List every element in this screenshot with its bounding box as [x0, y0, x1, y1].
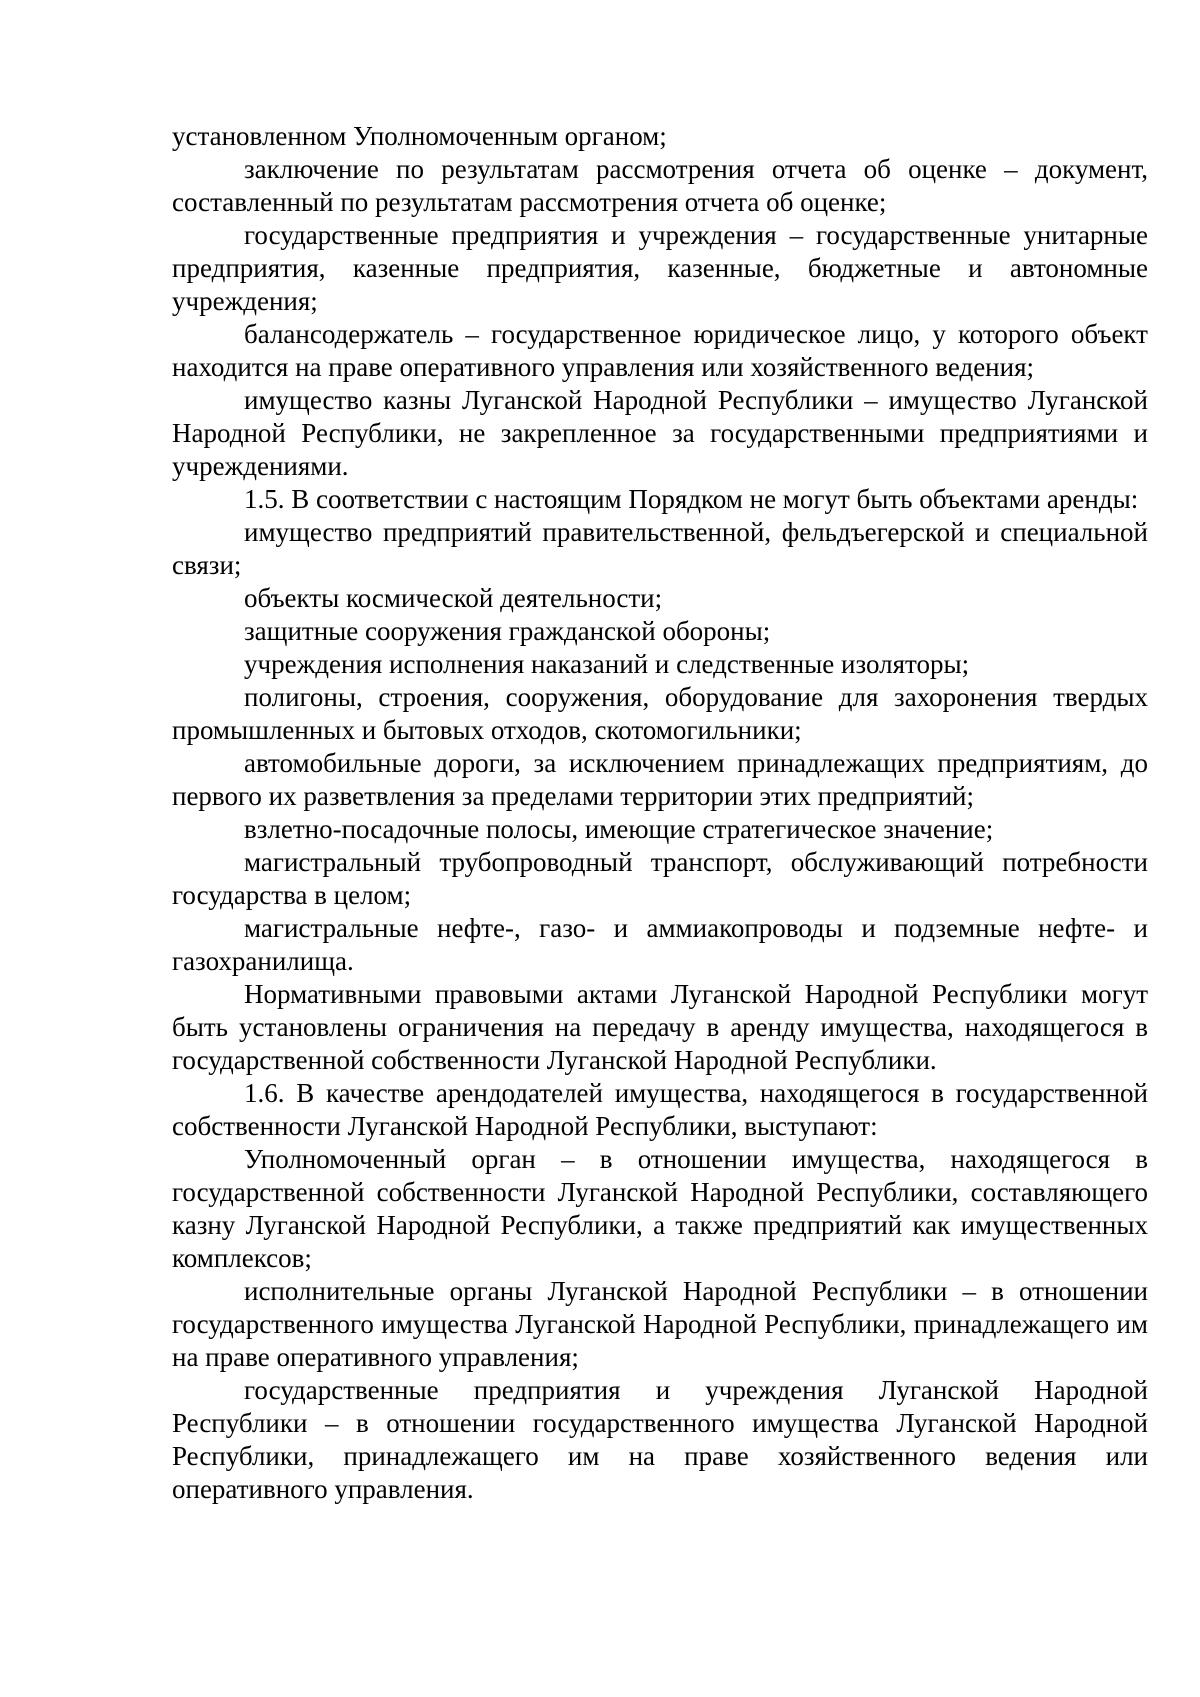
definition-treasury-property: имущество казны Луганской Народной Республики – имущество Луганской Народной Республики, не закрепленное за государственными предприятиями и учреждениями. [172, 385, 1148, 481]
list-item: магистральный трубопроводный транспорт, обслуживающий потребности государства в целом; [172, 847, 1148, 910]
restrictions-paragraph: Нормативными правовыми актами Луганской Народной Республики могут быть установлены ограничения на передачу в аренду имущества, находящегося в государственной собственности Луганской Народной Республики. [172, 979, 1148, 1075]
definition-state-enterprises: государственные предприятия и учреждения – государственные унитарные предприятия, казенные предприятия, казенные, бюджетные и автономные учреждения; [172, 220, 1148, 316]
list-item: защитные сооружения гражданской обороны; [244, 616, 771, 646]
list-item: полигоны, строения, сооружения, оборудование для захоронения твердых промышленных и бытовых отходов, скотомогильники; [172, 682, 1148, 745]
list-item: объекты космической деятельности; [244, 583, 663, 613]
list-item: исполнительные органы Луганской Народной Республики – в отношении государственного имущества Луганской Народной Республики, принадлежащего им на праве оперативного управления; [172, 1276, 1148, 1372]
list-item: учреждения исполнения наказаний и следственные изоляторы; [244, 649, 970, 679]
clause-1-5: 1.5. В соответствии с настоящим Порядком не могут быть объектами аренды: [244, 484, 1139, 514]
clause-1-6: 1.6. В качестве арендодателей имущества, находящегося в государственной собственности Луганской Народной Республики, выступают: [172, 1078, 1148, 1141]
list-item: автомобильные дороги, за исключением принадлежащих предприятиям, до первого их разветвления за пределами территории этих предприятий; [172, 748, 1148, 811]
list-item: государственные предприятия и учреждения Луганской Народной Республики – в отношении государственного имущества Луганской Народной Республики, принадлежащего им на праве хозяйственного ведения или оперативного управления. [172, 1375, 1148, 1504]
definition-otchet-conclusion: заключение по результатам рассмотрения отчета об оценке – документ, составленный по результатам рассмотрения отчета об оценке; [172, 154, 1148, 217]
list-item: Уполномоченный орган – в отношении имущества, находящегося в государственной собственности Луганской Народной Республики, составляющего казну Луганской Народной Республики, а также предприятий как имущественных комплексов; [172, 1144, 1148, 1273]
document-body [172, 120, 1148, 1506]
paragraph-continuation: установленном Уполномоченным органом; [172, 121, 667, 151]
list-item: магистральные нефте-, газо- и аммиакопроводы и подземные нефте- и газохранилища. [172, 913, 1148, 976]
definition-balance-holder: балансодержатель – государственное юридическое лицо, у которого объект находится на праве оперативного управления или хозяйственного ведения; [172, 319, 1148, 382]
list-item: имущество предприятий правительственной, фельдъегерской и специальной связи; [172, 517, 1148, 580]
list-item: взлетно-посадочные полосы, имеющие стратегическое значение; [244, 814, 994, 844]
